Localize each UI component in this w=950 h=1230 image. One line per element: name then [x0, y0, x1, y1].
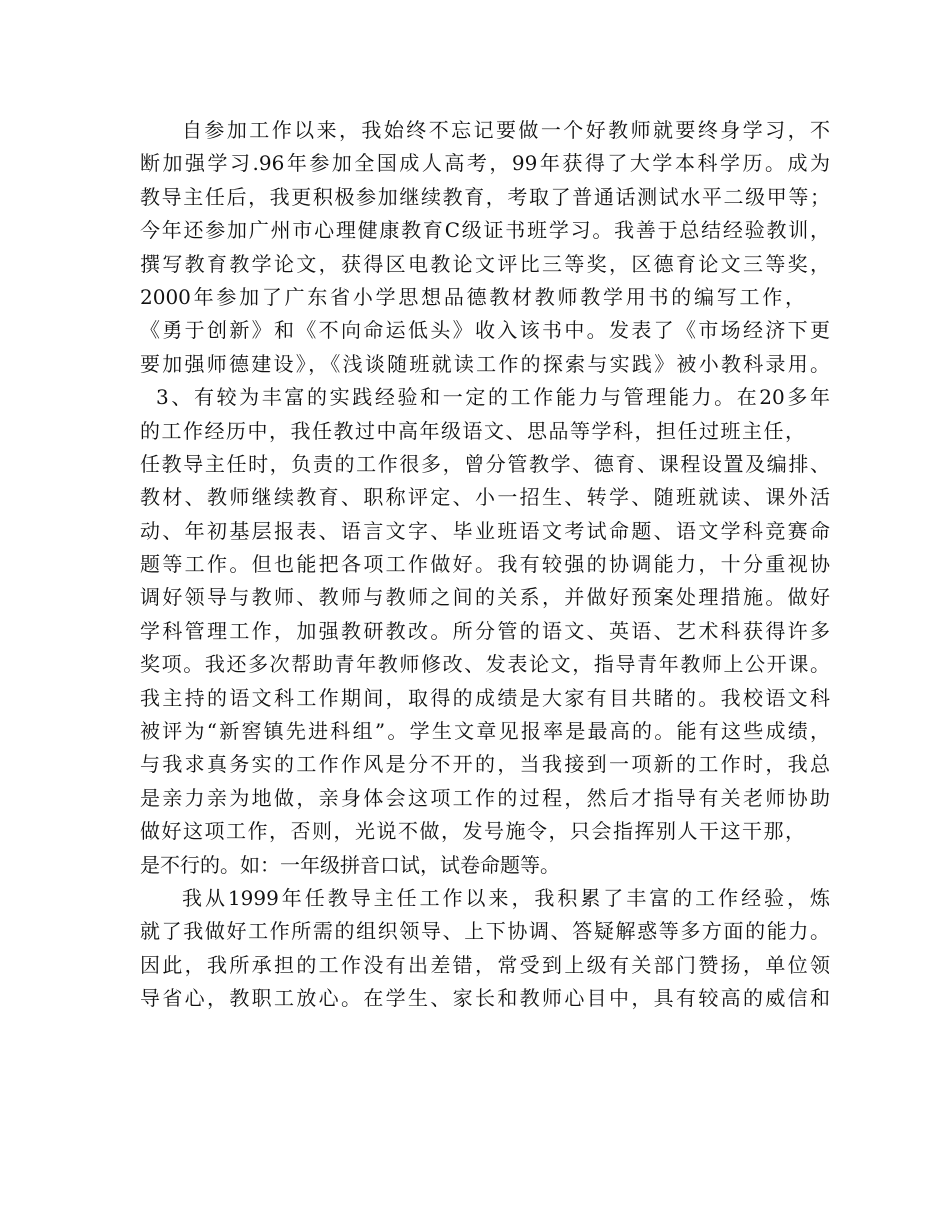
text-line: 今年还参加广州市心理健康教育C级证书班学习。我善于总结经验教训，	[140, 218, 830, 243]
text-line: 被评为“新窖镇先进科组”。学生文章见报率是最高的。能有这些成绩，	[140, 719, 830, 744]
text-line: 2000年参加了广东省小学思想品德教材教师教学用书的编写工作，	[140, 284, 805, 309]
text-line: 教导主任后，我更积极参加继续教育，考取了普通话测试水平二级甲等；	[140, 184, 830, 209]
text-line: 是不行的。如：一年级拼音口试，试卷命题等。	[140, 852, 560, 877]
text-line: 的工作经历中，我任教过中高年级语文、思品等学科，担任过班主任，	[140, 418, 805, 443]
text-line: 撰写教育教学论文，获得区电教论文评比三等奖，区德育论文三等奖，	[140, 251, 830, 276]
text-line: 因此，我所承担的工作没有出差错，常受到上级有关部门赞扬，单位领	[140, 952, 830, 977]
text-line: 动、年初基层报表、语言文字、毕业班语文考试命题、语文学科竞赛命	[140, 518, 830, 543]
text-line: 我从1999年任教导主任工作以来，我积累了丰富的工作经验，炼	[182, 885, 830, 910]
text-line: 《勇于创新》和《不向命运低头》收入该书中。发表了《市场经济下更	[140, 318, 830, 343]
text-line: 3、有较为丰富的实践经验和一定的工作能力与管理能力。在20多年	[156, 385, 830, 410]
text-line: 是亲力亲为地做，亲身体会这项工作的过程，然后才指导有关老师协助	[140, 785, 830, 810]
text-line: 教材、教师继续教育、职称评定、小一招生、转学、随班就读、课外活	[140, 485, 830, 510]
text-line: 任教导主任时，负责的工作很多，曾分管教学、德育、课程设置及编排、	[140, 451, 830, 476]
text-line: 调好领导与教师、教师与教师之间的关系，并做好预案处理措施。做好	[140, 585, 830, 610]
text-line: 我主持的语文科工作期间，取得的成绩是大家有目共睹的。我校语文科	[140, 685, 830, 710]
text-line: 断加强学习.96年参加全国成人高考，99年获得了大学本科学历。成为	[140, 151, 830, 176]
text-line: 自参加工作以来，我始终不忘记要做一个好教师就要终身学习，不	[182, 118, 830, 142]
text-line: 就了我做好工作所需的组织领导、上下协调、答疑解惑等多方面的能力。	[140, 919, 830, 944]
text-line: 做好这项工作，否则，光说不做，发号施令，只会指挥别人干这干那，	[140, 819, 805, 844]
text-line: 奖项。我还多次帮助青年教师修改、发表论文，指导青年教师上公开课。	[140, 652, 830, 677]
text-line: 与我求真务实的工作作风是分不开的，当我接到一项新的工作时，我总	[140, 752, 830, 777]
document-body	[140, 114, 830, 1016]
text-line: 学科管理工作，加强教研教改。所分管的语文、英语、艺术科获得许多	[140, 618, 830, 643]
text-line: 题等工作。但也能把各项工作做好。我有较强的协调能力，十分重视协	[140, 552, 830, 577]
text-line: 要加强师德建设》，《浅谈随班就读工作的探索与实践》被小教科录用。	[140, 351, 830, 376]
text-line: 导省心，教职工放心。在学生、家长和教师心目中，具有较高的威信和	[140, 986, 830, 1011]
